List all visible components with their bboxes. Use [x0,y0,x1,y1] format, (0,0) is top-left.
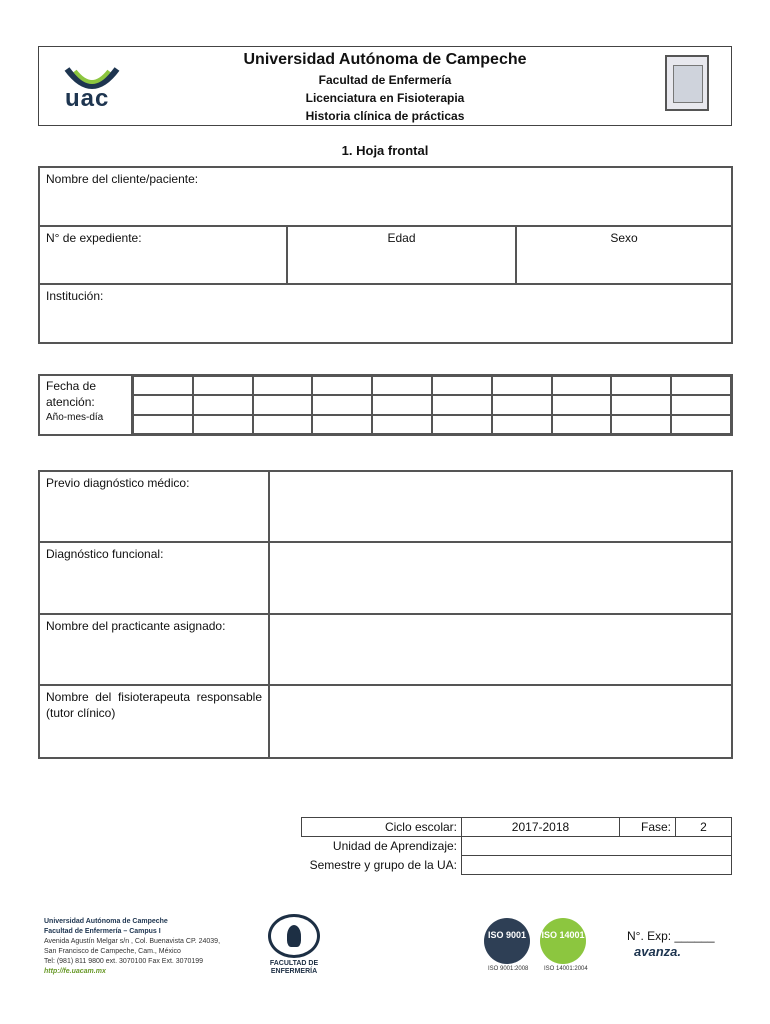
file-number-label: N° de expediente: [46,231,142,245]
date-cell[interactable] [671,415,731,434]
file-number-field[interactable] [38,225,288,285]
iso-14001-badge-icon: ISO 14001 [540,918,586,964]
nursing-faculty-logo [266,914,322,982]
date-format: Año-mes-día [46,412,104,423]
date-cell[interactable] [372,395,432,414]
date-cell[interactable] [552,395,612,414]
date-grid [131,374,733,436]
footer-phone: Tel: (981) 811 9800 ext. 3070100 Fax Ext. 3070199 [44,958,204,965]
date-cell[interactable] [432,376,492,395]
age-field[interactable] [286,225,517,285]
cycle-value[interactable]: 2017-2018 [462,818,620,837]
age-label: Edad [387,231,416,245]
header-box [38,46,732,126]
footer-university: Universidad Autónoma de Campeche [44,918,168,925]
semester-field[interactable] [462,856,732,875]
document-name: Historia clínica de prácticas [305,109,465,123]
date-cell[interactable] [492,415,552,434]
date-cell[interactable] [611,415,671,434]
date-cell[interactable] [193,415,253,434]
date-cell[interactable] [492,376,552,395]
date-cell[interactable] [312,415,372,434]
university-name: Universidad Autónoma de Campeche [243,51,527,68]
functional-diagnosis-field[interactable] [268,541,733,615]
phase-value[interactable]: 2 [676,818,732,837]
date-cell[interactable] [552,415,612,434]
date-cell[interactable] [372,376,432,395]
iso-9001-badge-icon: ISO 9001 [484,918,530,964]
date-cell[interactable] [253,376,313,395]
program-name: Licenciatura en Fisioterapia [305,91,465,105]
date-cell[interactable] [671,395,731,414]
patient-name-label: Nombre del cliente/paciente: [46,172,199,186]
unit-field[interactable] [462,837,732,856]
functional-diagnosis-label: Diagnóstico funcional: [46,547,164,561]
date-cell[interactable] [312,376,372,395]
intern-name-field[interactable] [268,613,733,686]
prev-diagnosis-label: Previo diagnóstico médico: [46,476,190,490]
date-cell[interactable] [492,395,552,414]
section-title: 1. Hoja frontal [341,143,429,158]
cycle-label: Ciclo escolar: [302,818,462,837]
phase-label: Fase: [620,818,676,837]
intern-name-label: Nombre del practicante asignado: [46,619,226,633]
institution-field[interactable] [38,283,733,344]
date-cell[interactable] [611,395,671,414]
date-label: Fecha de atención: [46,379,97,409]
footer-address [44,917,220,977]
date-cell[interactable] [432,415,492,434]
tutor-name-field[interactable] [268,684,733,759]
intern-name-label-cell [38,613,270,686]
patient-name-field[interactable] [38,166,733,227]
date-cell[interactable] [193,376,253,395]
date-cell[interactable] [253,415,313,434]
date-cell[interactable] [133,376,193,395]
exp-number: N°. Exp: ______ [627,929,715,943]
semester-label: Semestre y grupo de la UA: [309,858,457,872]
tutor-name-label-cell [38,684,270,759]
footer-link[interactable]: http://fe.uacam.mx [44,968,106,975]
sex-field[interactable] [515,225,733,285]
date-cell[interactable] [671,376,731,395]
footer-street: Avenida Agustín Melgar s/n , Col. Buenavista CP. 24039, [44,938,221,945]
prev-diagnosis-field[interactable] [268,470,733,543]
date-cell[interactable] [552,376,612,395]
date-cell[interactable] [432,395,492,414]
date-label-cell [38,374,133,436]
date-cell[interactable] [312,395,372,414]
faculty-name: Facultad de Enfermería [318,73,452,87]
avanza-logo: avanza. [634,944,681,959]
unit-label: Unidad de Aprendizaje: [332,839,457,854]
sex-label: Sexo [610,231,638,245]
date-cell[interactable] [133,395,193,414]
footer-faculty: Facultad de Enfermería – Campus I [44,928,161,935]
tutor-name-label: Nombre del fisioterapeuta responsable (tutor clínico) [46,690,262,720]
date-cell[interactable] [372,415,432,434]
institution-label: Institución: [46,289,104,303]
date-cell[interactable] [133,415,193,434]
date-cell[interactable] [611,376,671,395]
uac-logo-text: uac [65,85,110,112]
date-cell[interactable] [253,395,313,414]
functional-diagnosis-label-cell [38,541,270,615]
iso-9001-caption: ISO 9001:2008 [488,966,529,972]
university-seal-icon [665,55,709,111]
iso-14001-caption: ISO 14001:2004 [544,966,588,972]
nursing-faculty-icon [268,914,320,958]
date-cell[interactable] [193,395,253,414]
footer-city: San Francisco de Campeche, Cam., México [44,948,181,955]
prev-diagnosis-label-cell [38,470,270,543]
cycle-table [301,817,732,875]
nursing-faculty-text: FACULTAD DE ENFERMERÍA [269,960,319,975]
